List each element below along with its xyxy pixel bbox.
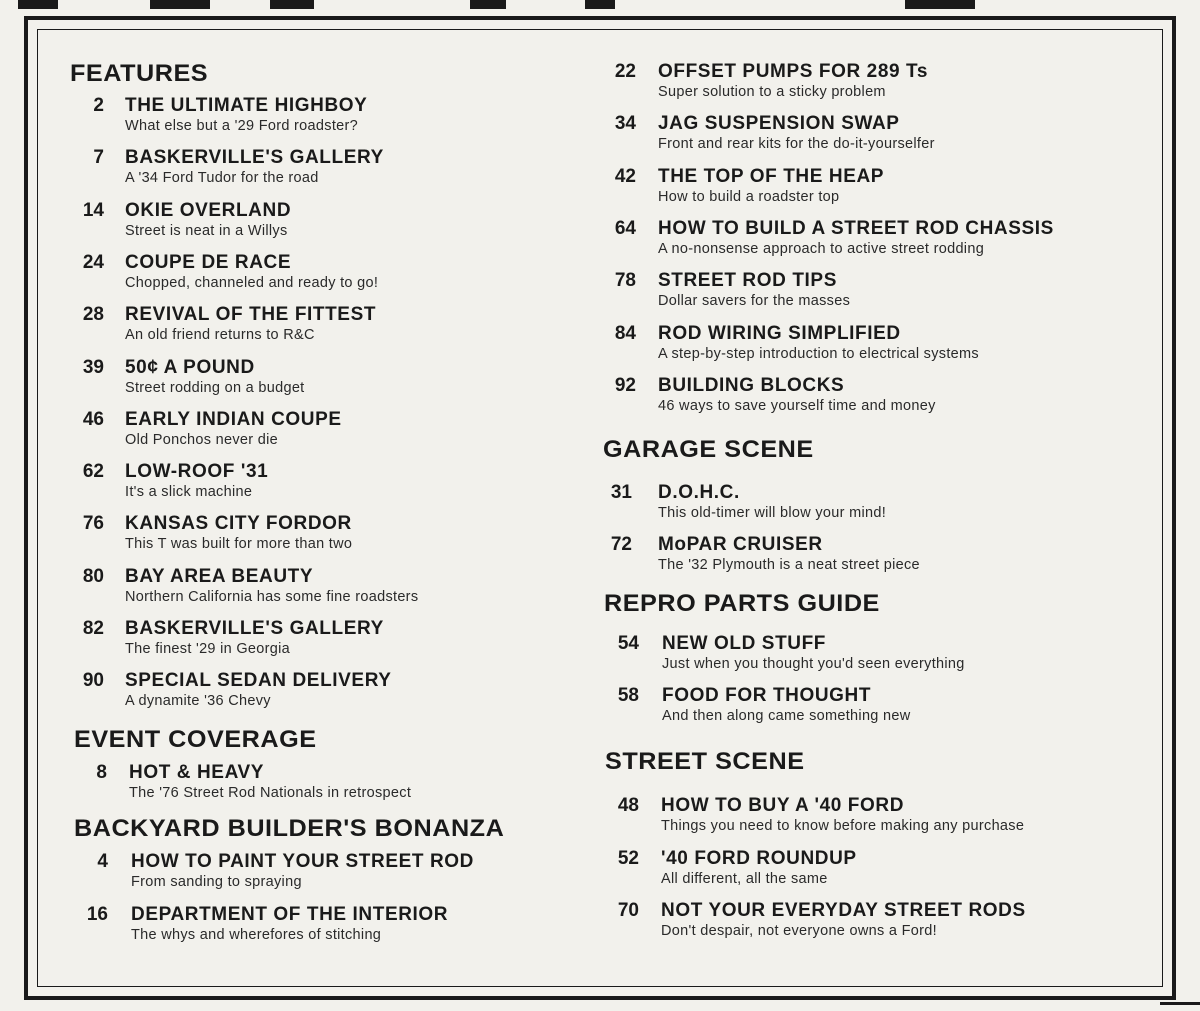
article-description: Northern California has some fine roadsters <box>125 588 419 605</box>
article-title: EARLY INDIAN COUPE <box>125 408 342 430</box>
article-title: OFFSET PUMPS FOR 289 Ts <box>658 61 928 82</box>
article-description: The finest '29 in Georgia <box>125 641 291 657</box>
article-title: STREET ROD TIPS <box>658 270 837 292</box>
article-title: SPECIAL SEDAN DELIVERY <box>125 670 392 692</box>
article-description: And then along came something new <box>662 708 911 724</box>
page-number: 39 <box>82 356 104 378</box>
page-number: 70 <box>617 900 639 921</box>
page-number: 16 <box>86 904 108 925</box>
page-number: 82 <box>82 618 104 639</box>
article-title: COUPE DE RACE <box>125 251 292 273</box>
page-number: 14 <box>82 199 104 221</box>
section-heading-event-coverage: EVENT COVERAGE <box>74 726 317 753</box>
article-title: ROD WIRING SIMPLIFIED <box>658 322 901 344</box>
article-title: OKIE OVERLAND <box>125 199 292 221</box>
page-number: 46 <box>82 408 104 430</box>
article-title: THE TOP OF THE HEAP <box>658 165 885 187</box>
article-description: 46 ways to save yourself time and money <box>658 397 936 414</box>
article-title: '40 FORD ROUNDUP <box>661 847 857 869</box>
page-number: 7 <box>93 147 104 169</box>
article-description: Super solution to a sticky problem <box>658 84 886 100</box>
article-title: HOW TO BUILD A STREET ROD CHASSIS <box>658 217 1054 239</box>
page-number: 80 <box>82 565 104 587</box>
article-description: Don't despair, not everyone owns a Ford! <box>661 923 937 939</box>
page-number: 64 <box>614 217 636 239</box>
article-description: The '32 Plymouth is a neat street piece <box>658 557 920 573</box>
article-description: A step-by-step introduction to electrical systems <box>658 345 979 362</box>
article-description: Street rodding on a budget <box>125 379 305 396</box>
article-title: DEPARTMENT OF THE INTERIOR <box>131 904 449 925</box>
article-title: HOW TO BUY A '40 FORD <box>661 795 905 816</box>
article-title: NOT YOUR EVERYDAY STREET RODS <box>661 900 1026 921</box>
article-description: This old-timer will blow your mind! <box>658 505 887 521</box>
article-title: 50¢ A POUND <box>125 356 255 378</box>
article-title: FOOD FOR THOUGHT <box>662 685 872 706</box>
section-heading-features: FEATURES <box>70 60 209 87</box>
page-number: 76 <box>82 513 104 535</box>
article-description: Just when you thought you'd seen everything <box>662 656 965 672</box>
article-description: Street is neat in a Willys <box>125 222 288 239</box>
page-number: 8 <box>96 762 107 783</box>
page-number: 84 <box>614 322 636 344</box>
article-title: BAY AREA BEAUTY <box>125 565 314 587</box>
page-number: 90 <box>82 670 104 692</box>
page-number: 78 <box>614 270 636 292</box>
page-number: 34 <box>614 113 636 135</box>
article-title: JAG SUSPENSION SWAP <box>658 113 900 135</box>
article-description: What else but a '29 Ford roadster? <box>125 118 359 134</box>
article-title: MoPAR CRUISER <box>658 534 823 555</box>
page-number: 48 <box>617 795 639 816</box>
article-description: From sanding to spraying <box>131 874 302 890</box>
page-number: 22 <box>614 61 636 82</box>
page-number: 52 <box>617 847 639 869</box>
article-title: D.O.H.C. <box>658 482 740 503</box>
article-title: REVIVAL OF THE FITTEST <box>125 304 377 326</box>
page-number: 31 <box>610 482 632 503</box>
page-number: 24 <box>82 251 104 273</box>
article-title: LOW-ROOF '31 <box>125 461 269 483</box>
section-heading-garage-scene: GARAGE SCENE <box>603 436 814 463</box>
article-description: How to build a roadster top <box>658 188 840 205</box>
article-description: Old Ponchos never die <box>125 431 278 448</box>
article-title: HOW TO PAINT YOUR STREET ROD <box>131 851 474 872</box>
page-number: 28 <box>82 304 104 326</box>
article-description: The whys and wherefores of stitching <box>131 927 382 943</box>
page-number: 42 <box>614 165 636 187</box>
page-number: 54 <box>617 633 639 654</box>
article-title: BUILDING BLOCKS <box>658 374 845 396</box>
article-title: BASKERVILLE'S GALLERY <box>125 147 384 169</box>
article-title: NEW OLD STUFF <box>662 633 827 654</box>
article-description: A dynamite '36 Chevy <box>125 693 271 710</box>
article-description: An old friend returns to R&C <box>125 327 315 344</box>
article-description: Dollar savers for the masses <box>658 293 851 310</box>
article-description: The '76 Street Rod Nationals in retrospect <box>129 785 412 801</box>
page-number: 62 <box>82 461 104 483</box>
article-description: It's a slick machine <box>125 484 253 501</box>
page-number: 92 <box>614 374 636 396</box>
article-title: BASKERVILLE'S GALLERY <box>125 618 384 639</box>
article-description: Front and rear kits for the do-it-yourselfer <box>658 136 935 153</box>
article-description: All different, all the same <box>661 870 828 887</box>
article-description: A no-nonsense approach to active street rodding <box>658 240 985 257</box>
page-number: 2 <box>93 95 104 116</box>
page-number: 72 <box>610 534 632 555</box>
section-heading-repro-parts: REPRO PARTS GUIDE <box>604 590 880 617</box>
article-title: KANSAS CITY FORDOR <box>125 513 352 535</box>
article-description: Things you need to know before making any purchase <box>661 818 1025 834</box>
page-number: 4 <box>97 851 108 872</box>
article-title: THE ULTIMATE HIGHBOY <box>125 95 368 116</box>
page-number: 58 <box>617 685 639 706</box>
article-title: HOT & HEAVY <box>129 762 265 783</box>
section-heading-backyard: BACKYARD BUILDER'S BONANZA <box>74 815 505 842</box>
article-description: Chopped, channeled and ready to go! <box>125 274 379 291</box>
article-description: A '34 Ford Tudor for the road <box>125 170 319 187</box>
section-heading-street-scene: STREET SCENE <box>605 748 805 775</box>
article-description: This T was built for more than two <box>125 536 353 553</box>
